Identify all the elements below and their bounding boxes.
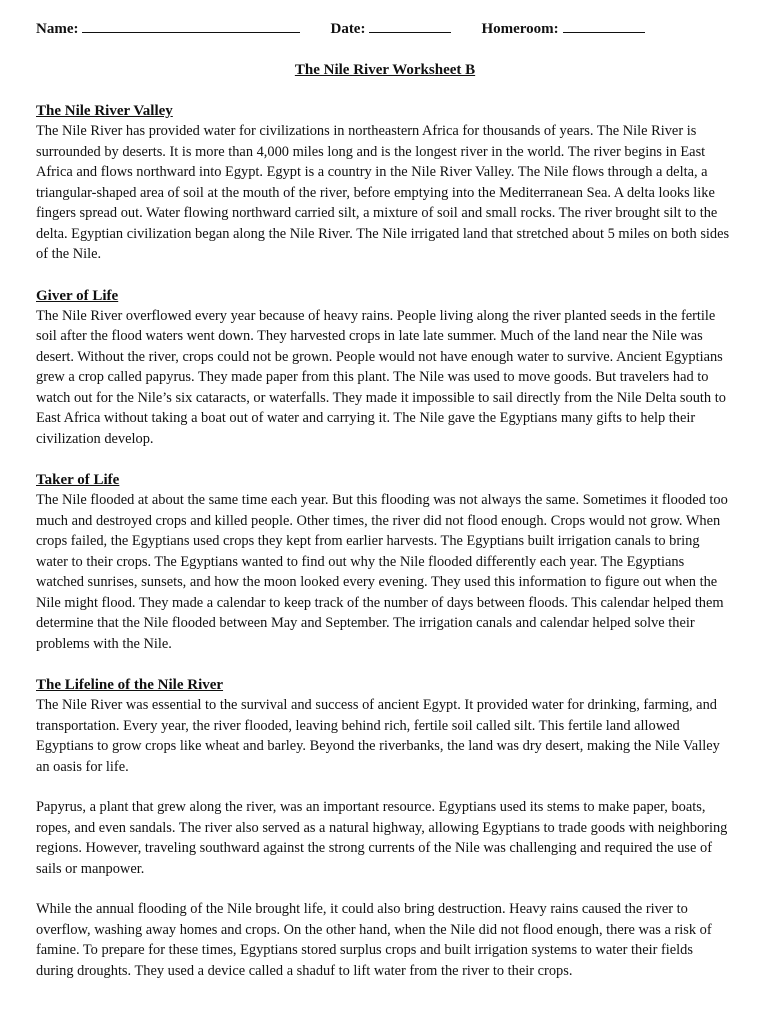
section-paragraph: While the annual flooding of the Nile brought life, it could also bring destruction. Heavy rains caused the river to overflow, washing away homes and crops. On the other hand, when the Nile did not flood enough, there was a risk of famine. To prepare for these times, Egyptians stored surplus crops and built irrigation systems to water their fields during droughts. They used a device called a shaduf to lift water from the river to their crops. xyxy=(36,901,712,979)
section-paragraph: The Nile River was essential to the survival and success of ancient Egypt. It provided water for drinking, farming, and transportation. Every year, the river flooded, leaving behind rich, fertile soil called silt. This fertile land allowed Egyptians to grow crops like wheat and barley. Beyond the riverbanks, the land was dry desert, making the Nile Valley an oasis for life. xyxy=(36,697,720,775)
worksheet-title: The Nile River Worksheet B xyxy=(294,62,476,78)
worksheet-page xyxy=(36,18,734,981)
section-heading: Giver of Life xyxy=(36,287,119,304)
section-paragraph: The Nile River overflowed every year because of heavy rains. People living along the river planted seeds in the fertile soil after the flood waters went down. They harvested crops in late late summer. Much of the land near the Nile was desert. Without the river, crops could not be grown. People would not have enough water to survive. Ancient Egyptians grew a crop called papyrus. They made paper from this plant. The Nile was used to move goods. But travelers had to watch out for the Nile’s six cataracts, or waterfalls. They made it impossible to sail directly from the Nile Delta south to East Africa without taking a boat out of water and carrying it. The Nile gave the Egyptians many gifts to help their civilization develop. xyxy=(36,307,726,447)
section-heading: The Nile River Valley xyxy=(36,103,173,119)
section-paragraph: The Nile River has provided water for civilizations in northeastern Africa for thousands of years. The Nile River is surrounded by deserts. It is more than 4,000 miles long and is the longest river in the world. The river begins in East Africa and flows northward into Egypt. Egypt is a country in the Nile River Valley. The Nile flows through a delta, a triangular-shaped area of soil at the mouth of the river, before emptying into the Mediterranean Sea. A delta looks like fingers spread out. Water flowing northward carried silt, a mixture of soil and small rocks. The river brought silt to the delta. Egyptian civilization began along the Nile River. The Nile irrigated land that stretched about 5 miles on both sides of the Nile. xyxy=(36,123,730,262)
name-blank-line[interactable] xyxy=(82,18,300,33)
section-heading: The Lifeline of the Nile River xyxy=(36,677,224,693)
student-info-header xyxy=(36,18,734,40)
homeroom-field[interactable] xyxy=(481,18,644,38)
section-paragraph: Papyrus, a plant that grew along the river, was an important resource. Egyptians used its stems to make paper, boats, ropes, and even sandals. The river also served as a natural highway, allowing Egyptians to trade goods with neighboring regions. However, traveling southward against the strong currents of the Nile was challenging and required the use of sails or manpower. xyxy=(36,799,728,877)
name-label: Name: xyxy=(36,21,79,37)
section-paragraph: The Nile flooded at about the same time each year. But this flooding was not always the same. Sometimes it flooded too much and destroyed crops and killed people. Other times, the river did not flood enough. Crops would not grow. When crops failed, the Egyptians used crops they kept from earlier harvests. The Egyptians built irrigation canals to bring water to their crops. The Egyptians wanted to find out why the Nile flooded differently each year. The Egyptians watched sunrises, sunsets, and how the moon looked every evening. They used this information to figure out when the Nile might flood. They made a calendar to keep track of the number of days between floods. This calendar helped them determine that the Nile flooded between May and September. The irrigation canals and calendar helped solve their problems with the Nile. xyxy=(36,492,728,652)
date-blank-line[interactable] xyxy=(369,18,451,33)
date-field[interactable] xyxy=(330,18,451,38)
date-label: Date: xyxy=(330,21,366,37)
section-giver-of-life xyxy=(36,286,734,450)
section-heading: Taker of Life xyxy=(36,472,120,488)
name-field[interactable] xyxy=(36,18,300,38)
section-nile-river-valley xyxy=(36,101,734,265)
homeroom-label: Homeroom: xyxy=(481,21,559,37)
homeroom-blank-line[interactable] xyxy=(563,18,645,33)
section-lifeline-of-the-nile xyxy=(36,675,734,981)
section-taker-of-life xyxy=(36,470,734,654)
